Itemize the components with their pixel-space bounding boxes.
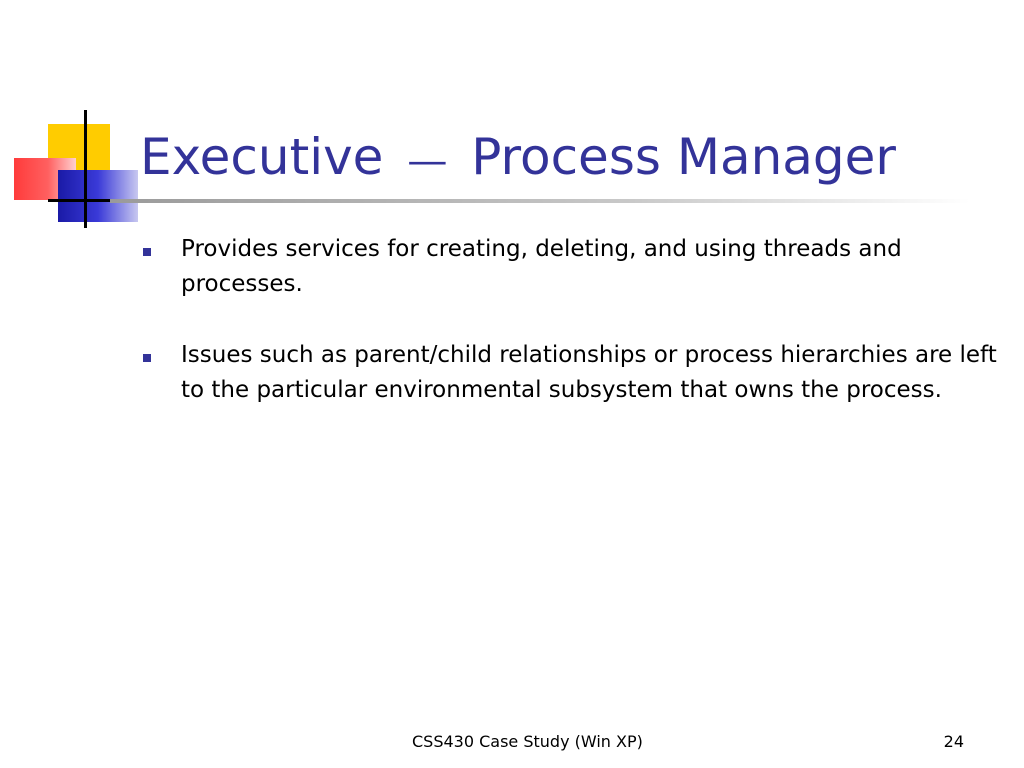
logo-blue-square [58,170,138,222]
logo-vertical-line [84,110,87,228]
slide-title [140,124,896,194]
bullet-item [140,338,1010,408]
title-sub: Process Manager [471,128,896,186]
title-main: Executive [140,128,384,186]
title-divider [110,199,970,203]
title-separator: — [407,138,448,184]
bullet-list [140,232,1010,444]
bullet-text: Issues such as parent/child relationships or process hierarchies are left to the particular environmental subsystem that owns the process. [181,342,997,403]
bullet-text: Provides services for creating, deleting, and using threads and processes. [181,236,902,297]
slide-footer: CSS430 Case Study (Win XP) [412,732,643,751]
squares-logo-icon [0,0,140,240]
page-number: 24 [943,732,964,751]
bullet-item [140,232,1010,302]
square-bullet-icon [143,248,151,256]
square-bullet-icon [143,354,151,362]
logo-horizontal-line [48,199,118,202]
